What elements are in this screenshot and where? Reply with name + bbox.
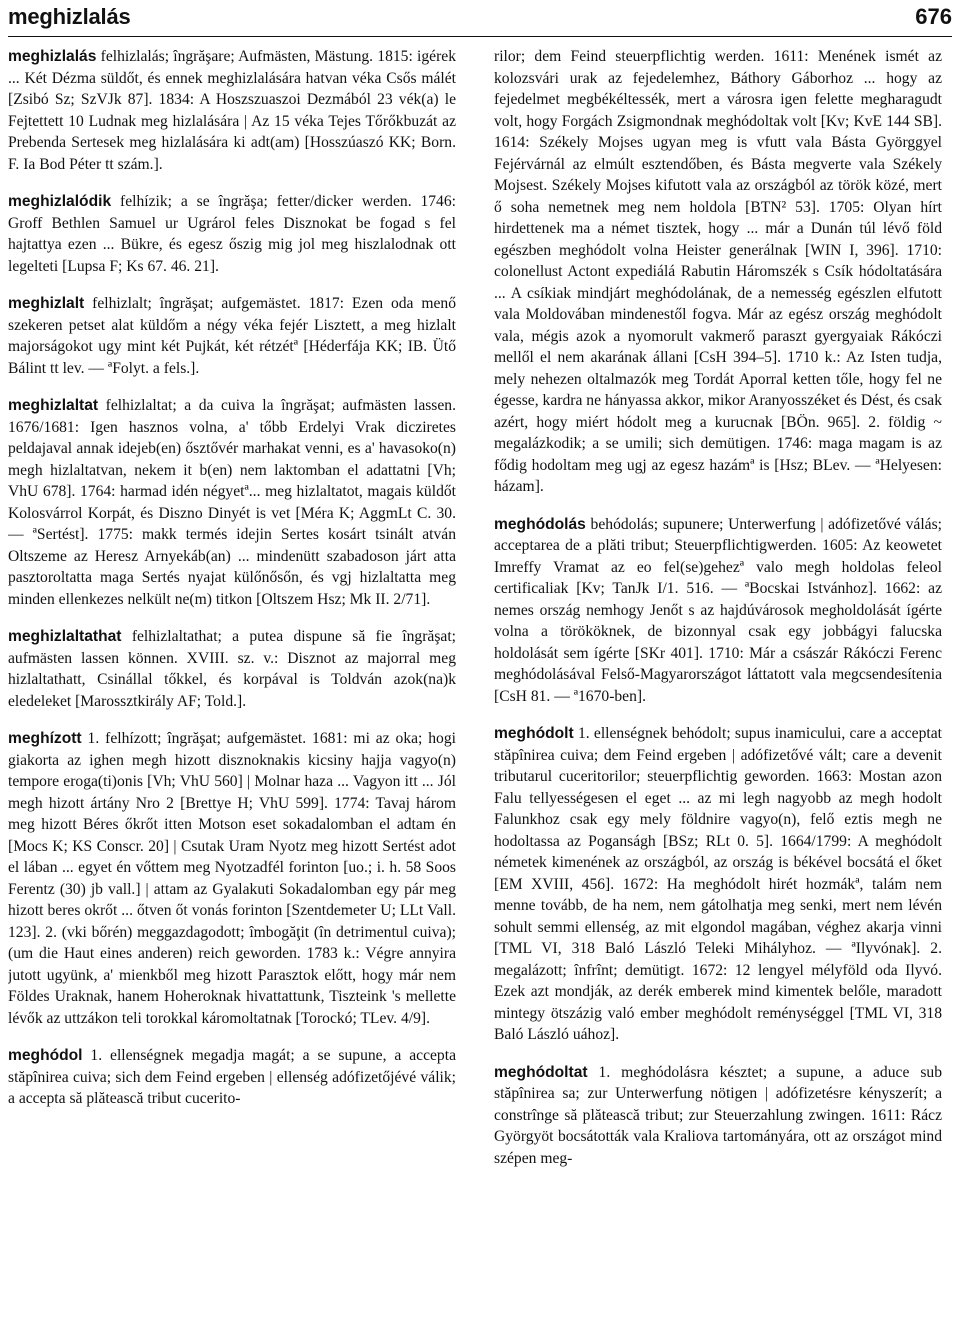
dictionary-entry [8, 1045, 456, 1110]
entry-headword: meghizlalt [8, 295, 85, 312]
entry-headword: meghizlaltathat [8, 628, 122, 645]
dictionary-entry [8, 728, 456, 1029]
page-header [8, 0, 952, 37]
right-column [494, 46, 942, 1332]
entry-body: behódolás; supunere; Unterwerfung | adófizetővé válás; acceptarea de a plăti tribut; Steuerpflichtigwerden. 1605: Az keowetet Imreffy Vramat az eo fel(se)gehezª valo megh holdolas feleol certificaliak [Kv; TanJk I/1. 516. — ªBocskai Istvánhoz]. 1662: az nemes ország nemhogy Jenőt s az hajdúvárosok megholdolását ígérte volna a törököknek, de bizonnyal csak egy jobbágyi falucska holdolását sem ígérte [SKr 401]. 1710: Már a császár Rákóczi Ferenc meghódolásával Felső-Magyarországot láttatott vala megcsendesítenia [CsH 81. — ª1670-ben]. [494, 515, 942, 705]
entry-body: 1. ellenségnek behódolt; supus inamicului, care a acceptat stăpînirea cuiva; dem Feind ergeben | adófizetővé vált; care a devenit tributarul cuceritorilor; steuerpflichtig geworden. 1663: Mostan azon Falu tellyességesen el eget ... az mi legh nagyobb az megh hodolt Falunkhoz csak egy mely földnire vagyo(n), felő eztis megh ne hodoltassa az Poganságh [BSz; RLt 0. 5]. 1664/1799: A meghódolt németek kimenének az országból, az ország is békével bocsátá el őket [EM XVIII, 456]. 1672: Ha meghódolt hirét hozmákª, talám nem menne tovább, de ha nem, nem gátolhatja meg senki, mert nem lévén sohult semmi ellenség, az mit elgondol magában, véghez akarja vinni [TML VI, 318 Baló László Teleki Mihályhoz. — ªIlyvónak]. 2. megalázott; înfrînt; demütigt. 1672: 12 lengyel mélyföld oda Ilyvó. Ezek azt mondják, az derék emberek mind kimentek belőle, maradott mintegy ötszázig való ember meghódolt reménységgel [TML VI, 318 Baló László uához]. [494, 725, 942, 1043]
entry-headword: meghódolás [494, 515, 586, 533]
entry-body: 1. felhízott; îngrăşat; aufgemästet. 1681: mi az oka; hogi giakorta az ighen megh hizott disznoknakis kicsiny hajja vagyo(n) tempore eroga(ti)onis [Vh; VhU 560] | Molnar haza ... Vagyon itt ... Jól megh hizott ártány Nro 2 [Brettye H; VhU 599]. 1774: Tavaj három meg hizott Béres őkrőt itten Motson eset sokadalomban el adtam én [Mocs K; KS Conscr. 20] | Csutak Uram Nyotz meg hizott Sertést adot el lában ... egyet én vőttem meg Nyotzadfél forinton [uo.; i. h. 58 Soos Ferentz (30) jb vall.] | attam az Gyalakuti Sokadalomban egy pár meg hizott beres okrőt ... őtven őt vonás forinton [Szentdemeter U; LLt Vall. 123]. 2. (vki bőrén) meggazdagodott; îmbogăţit (în detrimentul cuiva); (um die Haut eines anderen) reich geworden. 1783 k.: Végre annyira jutott ugyünk, a' mienkből meg hizott Parasztok előtt, hogy már nem Földes Uraknak, hanem Hoheroknak hivattattunk, Tiszteink 's mellette lévők az uttzákon teli torokkal káromoltatnak [Torockó; TLev. 4/9]. [8, 730, 456, 1027]
entry-headword: meghódolt [494, 725, 574, 742]
entry-body: 1. meghódolásra késztet; a supune, a aduce sub stăpînirea sa; zur Unterwerfung nötigen | adófizetésre kényszerít; a constrînge să plătească tribut; zur Steuerzahlung zwingen. 1611: Rácz Györgyöt bocsátották vala Kraliova tartományára, ott az országot mind szépen meg- [494, 1063, 942, 1167]
dictionary-entry [8, 293, 456, 379]
left-column [8, 46, 456, 1332]
entry-headword: meghódoltat [494, 1063, 588, 1081]
entry-body: felhizlalt; îngrăşat; aufgemästet. 1817: Ezen oda menő szekeren petset alat küldőm a négy véka fejér Lisztett, a meg hizlalt majorságokot ugy mint két Pujkát, két rétzétª [Héderfája KK; IB. Ütő Bálint tt lev. — ªFolyt. a fels.]. [8, 295, 456, 377]
entry-headword: meghízott [8, 730, 82, 747]
dictionary-entry [494, 723, 942, 1046]
entry-headword: meghódol [8, 1047, 83, 1064]
entry-headword: meghizlalás [8, 48, 97, 65]
entry-headword: meghizlalódik [8, 193, 112, 210]
dictionary-entry [8, 626, 456, 712]
entry-body: rilor; dem Feind steuerpflichtig werden. 1611: Menének ismét az kolozsvári urak az fejedelemhez, Báthory Gáborhoz ... hogy az fejedelmet megbékéltessék, mert a városra igen felette megharagudt volt, hogy Forgách Zsigmondnak meghódoltak volt [Kv; KvE 144 SB]. 1614: Székely Mojses ugyan meg is vfutt vala Básta Györggyel Fejérvárnál az elmúlt esztendőben, és Básta megverte vala Székely Mojsest. Székely Mojses kifutott vala az országból az török közé, mert ő soha nemetnek meg nem holdola [BTN² 53]. 1705: Olyan hírt hirdettenek ma a német tisztek, hogy ... már a Dunán túl lévő föld egészben meghódolt volna Heister generálnak [WIN I, 396]. 1710: colonellust Actont expediálá Rabutin Háromszék s Csík hódoltatására ... A csíkiak mindjárt meghódolának, de a nemesség egészlen elfutott vala Moldovában mindenestől fogva. Már az egész ország meghódolt vala, mégis azok a nyomorult vakmerő paraszt gyergyaiak Rákóczi mellől el nem akarának állani [CsH 394–5]. 1710 k.: Az Isten tudja, mely nehezen oltalmazók meg Tordát Aporral ketten tőle, hogy fel ne égesse, kardra ne hányassa akkor, mikor Aranyosszéket és Dést, és csak azért, hogy miért hódolt meg a kurucnak [BÖn. 965]. 2. földig ~ megalázkodik; a se umili; sich demütigen. 1746: maga magam is az fődig hodoltam meg ugj az egesz hazámª is [Hsz; BLev. — ªHelyesen: házam]. [494, 48, 942, 495]
dictionary-entry [494, 1062, 942, 1170]
running-head: meghizlalás [8, 4, 131, 29]
page-number: 676 [915, 4, 952, 29]
entry-headword: meghizlaltat [8, 397, 99, 414]
entry-body: 1. ellenségnek megadja magát; a se supune, a accepta stăpînirea cuiva; sich dem Feind ergeben | ellenség adófizetőjévé válik; a accepta să plătească tribut cucerito- [8, 1047, 456, 1107]
dictionary-entry [8, 46, 456, 175]
entry-body: felhizlaltat; a da cuiva la îngrăşat; aufmästen lassen. 1676/1681: Igen hasznos volna, a' tőbb Erdelyi Vrak dicziretes peldajaval annak idejeb(en) ősztővér marhakat venni, es a' havasoko(n) megh hizlaltatvan, nekem it b(en) nem laktomban el adattatni [Vh; VhU 678]. 1764: harmad idén négyetª... meg hizlaltatot, magais küldőt Kolosvárrol Korpát, és Diszno Dinyét is vet [Méra K; AggmLt C. 30. — ªSertést]. 1775: makk termés idejin Sertes kosárt tsinált atván Oltszeme az Heresz Arnyekáb(an) ... mindenütt szabadoson járt atta pasztoroltatta maga Sertés nyajat külőnősőn, és vgj hizlaltatta meg minden ellenkezes nelkült ne(m) titkon [Oltszem Hsz; Mk II. 2/71]. [8, 397, 456, 608]
entry-body: felhizlaltathat; a putea dispune să fie îngrăşat; aufmästen lassen können. XVIII. sz. v.: Disznot az majorral meg hizlaltathatt, Csinállal tőkkel, és korpával is Toldván azok(na)k eledeleket [Marossztkirály AF; Told.]. [8, 628, 456, 710]
dictionary-entry [8, 191, 456, 277]
dictionary-entry-continued [494, 46, 942, 498]
dictionary-entry [494, 514, 942, 708]
entry-body: felhízik; a se îngrăşa; fetter/dicker werden. 1746: Groff Bethlen Samuel ur Ugrárol feles Disznokat be fogad s fel hajtattya ezen ... Bükre, és egesz őszig mig jol meg hiszlalodnak ott legelteti [Lupsa F; Ks 67. 46. 21]. [8, 193, 456, 275]
entry-body: felhizlalás; îngrăşare; Aufmästen, Mästung. 1815: igérek ... Két Dézma süldőt, és ennek meghizlalására hatvan véka Csős málét [Zsibó Sz; SzVJk 87]. 1834: A Hoszszuaszoi Dezmából 23 vék(a) le Fejtettett 10 Ludnak meg hizlalására | Az 15 véka Tejes Tőrőkbuzát az Prebenda Sertesek meg hizlalására ki adt(am) [Hosszúaszó KK; Born. F. Ia Bod Péter tt szám.]. [8, 48, 456, 173]
dictionary-entry [8, 395, 456, 610]
